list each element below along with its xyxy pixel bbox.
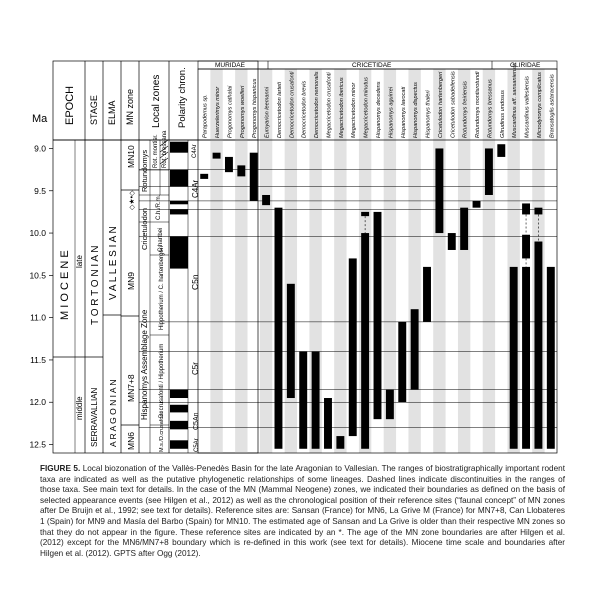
taxon-label: Megacricetodon minor [351,82,358,138]
chron-c4ar-b: C4Ar [191,179,200,198]
taxon-label: Progonomys hispanicus [252,78,259,138]
taxon-range-bar [312,351,320,448]
family-gliridae: GLIRIDAE [510,62,541,69]
taxon-label: Cricetulodon sabadellensis [450,71,457,138]
taxon-range-bar [386,390,394,420]
stage-column [85,246,103,447]
taxon-label: Cricetulodon hartenbergeri [437,71,444,138]
family-muridae: MURIDAE [215,62,245,69]
taxon-range-bar [299,351,307,448]
polarity-normal-interval [170,201,188,204]
family-cricetidae: CRICETIDAE [352,62,392,69]
mn9-label: MN9 [126,272,136,290]
taxon-range-bar [275,208,283,449]
age-axis [29,143,53,449]
polarity-normal-interval [170,209,188,214]
mn-zone-column [121,145,139,450]
stage-header: STAGE [89,95,99,125]
chron-c5an: C5An [193,412,200,430]
zone-rot-bressana: Rot. bressana [162,130,168,168]
chron-c4ar-a: C4Ar [192,144,198,158]
age-tick-label: 10.0 [29,228,46,239]
age-tick-label: 11.5 [30,354,46,365]
taxon-label: Democricetodon larteti [276,82,283,138]
figure-caption [40,464,565,559]
taxon-label: Muscardinus vallesiensis [524,76,531,138]
taxon-range-bar [522,203,530,214]
mn-reference-marks: ◇★•◇ [129,190,136,210]
taxon-range-bar [213,153,221,159]
taxon-range-bar [361,233,369,449]
taxon-range-bar [510,267,518,449]
elma-aragonian: A R A G O N I A N [108,379,118,447]
taxon-range-bar [460,208,468,250]
column-headers [32,67,188,128]
taxon-range-bar [448,233,456,250]
taxon-range-bar [435,148,443,233]
taxon-label: Democricetodon crusafonti [289,71,296,138]
taxon-label: Hispanomys decedens [376,81,382,138]
taxon-label: Progonomys cathalai [227,85,234,138]
taxon-label: Hispanomys dispectus [413,82,420,138]
taxon-range-bar [250,153,258,201]
taxon-label: Hispanomys lavocati [400,86,407,138]
zone-hispanomys-assemblage: Hispanomys Assemblage Zone [140,309,149,420]
mn10-label: MN10 [126,145,136,168]
age-tick-label: 9.5 [34,185,46,196]
taxon-range-bar [411,309,419,389]
taxon-range-bar [534,208,542,215]
polarity-column [170,140,200,453]
zone-rot-montisr: Rot. montisr. [153,134,159,168]
age-tick-label: 11.0 [30,312,46,323]
polarity-normal-interval [170,405,188,413]
polarity-normal-interval [170,142,188,153]
chron-c5r: C5r [191,362,200,375]
mn78-label: MN7+8 [126,374,136,402]
caption-text: Local biozonation of the Vallès-Penedès Basin for the late Aragonian to Vallesian. The ranges of biostratigraphically important rodent taxa are indicated as well as the putative phylogenetic relationships of some lineages. Dashed lines indicate discontinuities in the ranges of those taxa. See main text for details. In the case of the MN (Mammal Neogene) zones, we indicated their boundaries as defined on the basis of selected appearance events (see Hilgen et al., 2012) as well as the chronological position of their reference sites (“faunal concept” of MN zones after De Bruijn et al., 1992; see text for details). Reference sites are: Sansan (France) for MN6, La Grive M (France) for MN7+8, Can Llobateres 1 (Spain) for MN9 and Masía del Barbo (Spain) for MN10. The estimated age of Sansan and La Grive is older than their respective MN zones so that they do not appear in the figure. These reference sites are indicated by an *. The age of the MN zone boundaries are after Hilgen et al. (2012) except for the MN6/MN7+8 boundary which is re-defined in this work (see text for details). Miocene time scale and boundaries after Hilgen et al. (2012). GPTS after Ogg (2012). [40,464,565,558]
taxon-range-bar [522,235,530,259]
taxon-range-bar [324,398,332,449]
local-zones-column [139,130,169,453]
taxon-label: Megacricetodon ibericus [338,77,345,138]
taxon-label: Democricetodon nemoralis [314,71,321,138]
taxon-label: Glirudinus undosus [499,90,506,138]
taxon-label: Huerzelerimys minor [215,86,222,138]
taxon-range-bar [473,201,481,208]
taxon-range-bar [398,322,406,402]
taxon-label: Rotundomys freiriensis [462,81,469,138]
zone-c-hartbei: C.hartbei [158,227,164,252]
taxon-label: Parapodemus sp. [202,94,209,138]
elma-header: ELMA [107,100,117,125]
mn6-label: MN6 [126,432,136,450]
taxon-range-bar [225,157,233,172]
chron-c5ar: C5Ar [194,438,200,452]
taxon-range-bar [336,436,344,449]
taxon-label: Megacricetodon crusafonti [326,72,333,138]
taxon-label: Rotundomys bressanus [487,79,494,138]
taxon-label: Hispanomys thaleri [425,90,432,138]
age-tick-label: 10.5 [29,270,46,281]
taxon-label: Bransatoglis astaracensis [549,74,556,138]
epoch-miocene: M I O C E N E [59,250,71,320]
mn-zone-header: MN zone [125,88,135,125]
stage-tortonian: T O R T O N I A N [90,245,101,325]
polarity-normal-interval [170,236,188,268]
taxon-label: Democricetodon brevis [301,80,308,138]
ma-label: Ma [32,113,48,125]
age-tick-label: 9.0 [34,143,46,154]
age-tick-label: 12.5 [29,439,46,450]
taxon-label: Microdyromys complicatus [536,72,543,138]
polarity-normal-interval [170,440,188,448]
taxon-label: Muscardinus aff. sansaniensis [512,63,519,138]
taxon-range-bar [522,267,530,449]
taxon-label: Hispanomys aguirrei [388,87,395,138]
taxon-range-bar [237,165,245,176]
epoch-middle: middle [75,396,84,420]
taxon-range-bar [361,212,369,216]
taxon-range-bar [200,174,208,179]
family-header [198,61,557,69]
taxon-label: Megacricetodon minutus [363,77,370,138]
caption-label: FIGURE 5. [40,464,81,473]
local-zones-header: Local zones [151,74,162,128]
age-tick-label: 12.0 [29,397,46,408]
epoch-late: late [75,255,84,268]
taxon-range-bar [374,212,382,419]
taxon-range-bar [534,242,542,449]
polarity-normal-interval [170,390,188,398]
taxon-range-bar [262,195,270,205]
taxon-label: Progonomys woelferi [239,85,246,138]
taxon-range-bar [287,284,295,398]
taxon-range-bar [349,258,357,436]
taxon-label: Rotundomys montisrotundi [475,71,482,138]
taxon-range-bar [423,267,431,322]
zone-cricetulodon: Cricetulodon [140,207,149,250]
polarity-normal-interval [170,421,188,429]
polarity-normal-interval [170,170,188,187]
taxon-range-bar [547,267,555,449]
elma-vallesian: V A L L E S I A N [108,226,119,300]
taxon-range-bar [485,148,493,195]
zone-ch-rm: C.h./R.m. [156,194,162,220]
zone-hippotherium: Hippotherium / C. hartenbergeri [159,245,165,330]
taxon-range-bar [497,144,505,157]
taxon-label: Eumyarion leemanni [264,87,271,138]
zone-d-crusafonti-hippotherium: D. crusafonti / Hippotherium [159,343,165,418]
stage-serravallian: SERRAVALLIAN [90,387,99,447]
epoch-column [53,140,85,453]
zone-ms-dcrusafonti: M.s./D.crusafonti [159,410,165,452]
chron-c5n: C5n [190,274,200,290]
zone-rotundomys: Rotundomys [140,149,149,192]
epoch-header: EPOCH [64,85,76,125]
elma-column [103,226,121,447]
polarity-header: Polarity chron. [177,67,188,128]
